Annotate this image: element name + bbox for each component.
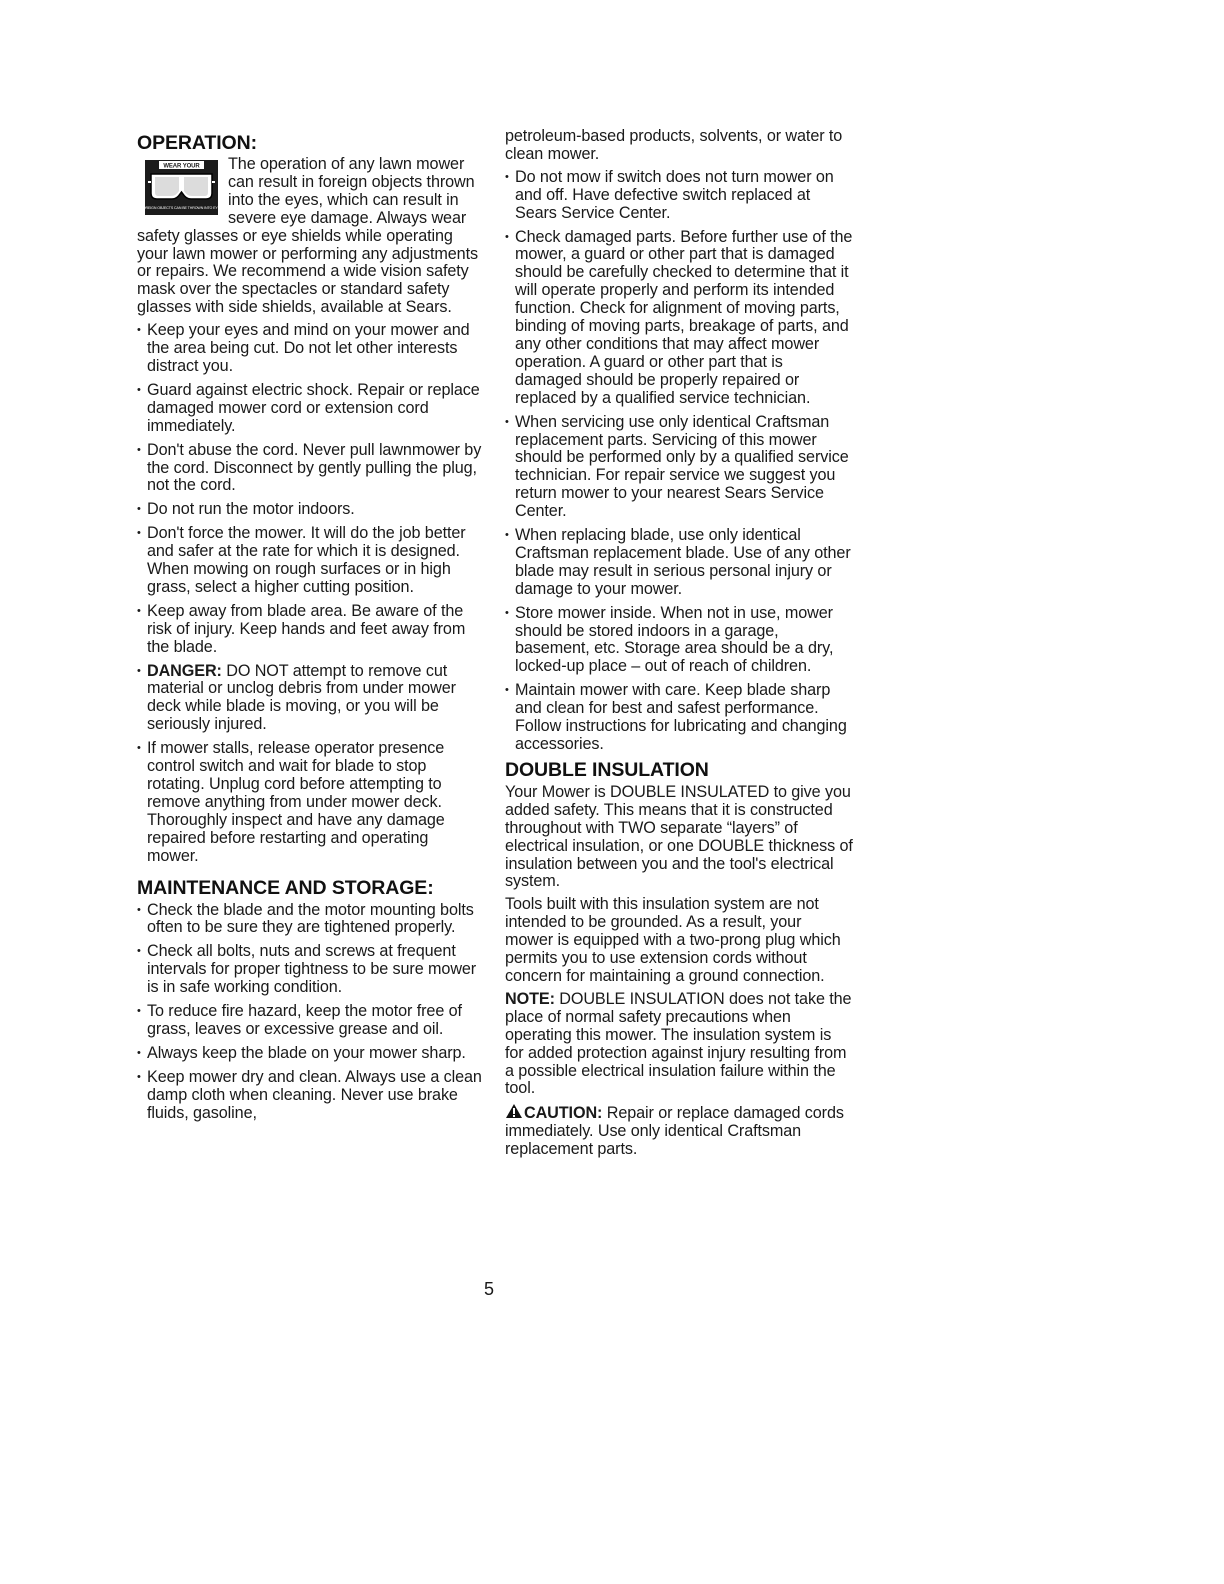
list-item: • Keep mower dry and clean. Always use a clean damp cloth when cleaning. Never use brake fluids, gasoline, xyxy=(137,1069,482,1123)
list-item: • Don't force the mower. It will do the job better and safer at the rate for which it is designed. When mowing on rough surfaces or in high grass, select a higher cutting position. xyxy=(137,525,482,597)
list-item: • Maintain mower with care. Keep blade sharp and clean for best and safest performance. Follow instructions for lubricating and changing accessories. xyxy=(505,682,853,754)
danger-label: DANGER: xyxy=(147,661,222,680)
list-item: • Keep away from blade area. Be aware of the risk of injury. Keep hands and feet away from the blade. xyxy=(137,603,482,657)
operation-intro-text: The operation of any lawn mower can result in foreign objects thrown into the eyes, which can result in severe eye damage. Always wear safety glasses or eye shields while operating your lawn mower or performing any adjustments or repairs. We recommend a wide vision safety mask over the spectacles or standard safety glasses with side shields, available at Sears. xyxy=(137,155,478,317)
warning-triangle-icon xyxy=(505,1103,523,1119)
list-item: • Always keep the blade on your mower sharp. xyxy=(137,1045,482,1063)
list-item: • Guard against electric shock. Repair or replace damaged mower cord or extension cord immediately. xyxy=(137,382,482,436)
list-item: • Do not mow if switch does not turn mower on and off. Have defective switch replaced at Sears Service Center. xyxy=(505,169,853,223)
danger-list-item xyxy=(137,663,482,735)
danger-text: DO NOT attempt to remove cut material or unclog debris from under mower deck while blade is moving, or you will be seriously injured. xyxy=(147,661,456,734)
list-item: • Do not run the motor indoors. xyxy=(137,501,482,519)
goggles-label-top: WEAR YOUR xyxy=(163,163,200,170)
list-item: • If mower stalls, release operator presence control switch and wait for blade to stop rotating. Unplug cord before attempting to remove anything from under mower deck. Thoroughly inspect and have any damage repaired before restarting and operating mower. xyxy=(137,740,482,865)
double-insulation-paragraph-2: Tools built with this insulation system are not intended to be grounded. As a result, your mower is equipped with a two-prong plug which permits you to use extension cords without concern for maintaining a ground connection. xyxy=(505,895,841,985)
right-column xyxy=(505,128,853,1164)
list-item: • Keep your eyes and mind on your mower and the area being cut. Do not let other interests distract you. xyxy=(137,322,482,376)
maintenance-heading: MAINTENANCE AND STORAGE: xyxy=(137,876,434,899)
list-item: • When servicing use only identical Craftsman replacement parts. Servicing of this mower should be performed only by a qualified service technician. For repair service we suggest you return mower to your nearest Sears Service Center. xyxy=(505,414,853,521)
list-item: • When replacing blade, use only identical Craftsman replacement blade. Use of any other blade may result in serious personal injury or damage to your mower. xyxy=(505,527,853,599)
operation-heading: OPERATION: xyxy=(137,132,257,154)
list-item: • Store mower inside. When not in use, mower should be stored indoors in a garage, basement, etc. Storage area should be a dry, locked-up place – out of reach of children. xyxy=(505,605,853,677)
operation-intro xyxy=(137,156,482,317)
operation-bullet-list xyxy=(137,322,482,865)
maintenance-bullet-list xyxy=(137,902,482,1123)
page-number: 5 xyxy=(483,1279,494,1299)
safety-goggles-icon xyxy=(140,160,223,215)
goggles-label-bottom: FOREIGN OBJECTS CAN BE THROWN INTO EYES xyxy=(140,206,223,210)
list-item: • Check all bolts, nuts and screws at frequent intervals for proper tightness to be sure mower is in safe working condition. xyxy=(137,943,482,997)
double-insulation-heading: DOUBLE INSULATION xyxy=(505,758,709,781)
note-text: DOUBLE INSULATION does not take the place of normal safety precautions when operating this mower. The insulation system is for added protection against injury resulting from a possible electrical insulation failure within the tool. xyxy=(505,989,852,1098)
list-item: • Don't abuse the cord. Never pull lawnmower by the cord. Disconnect by gently pulling the plug, not the cord. xyxy=(137,442,482,496)
caution-paragraph xyxy=(505,1103,853,1159)
note-label: NOTE: xyxy=(505,989,555,1008)
maintenance-bullet-list-continued xyxy=(505,169,853,754)
left-column xyxy=(137,128,482,1123)
list-item: • Check damaged parts. Before further use of the mower, a guard or other part that is damaged should be carefully checked to determine that it will operate properly and perform its intended function. Check for alignment of moving parts, binding of moving parts, breakage of parts, and any other conditions that may affect mower operation. A guard or other part that is damaged should be properly repaired or replaced by a qualified service technician. xyxy=(505,229,853,408)
list-item: • To reduce fire hazard, keep the motor free of grass, leaves or excessive grease and oil. xyxy=(137,1003,482,1039)
maintenance-continuation: petroleum-based products, solvents, or water to clean mower. xyxy=(505,127,843,163)
caution-label: CAUTION: xyxy=(524,1104,603,1123)
list-item: • Check the blade and the motor mounting bolts often to be sure they are tightened properly. xyxy=(137,902,482,938)
double-insulation-paragraph-1: Your Mower is DOUBLE INSULATED to give you added safety. This means that it is constructed throughout with TWO separate “layers” of electrical insulation, or one DOUBLE thickness of insulation between you and the tool's electrical system. xyxy=(505,782,853,891)
note-paragraph xyxy=(505,991,853,1098)
caution-text: Repair or replace damaged cords immediately. Use only identical Craftsman replacement parts. xyxy=(505,1104,844,1159)
